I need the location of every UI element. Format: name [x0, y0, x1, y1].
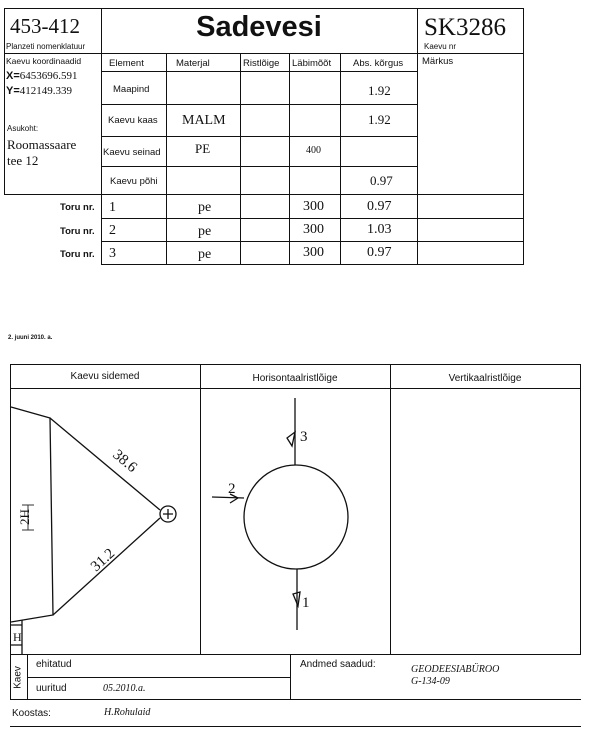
pipe-label: Toru nr. — [60, 249, 95, 260]
col-remarks: Märkus — [422, 56, 454, 67]
pipe-mark-3: 3 — [300, 429, 308, 445]
coord-y-label: Y= — [6, 85, 20, 97]
pipe-number: 2 — [109, 223, 116, 238]
coords-label: Kaevu koordinaadid — [6, 56, 82, 66]
col-elevation: Abs. kõrgus — [353, 58, 404, 69]
tie-distance-2: 31.2 — [87, 545, 119, 575]
col-material: Materjal — [176, 58, 210, 69]
row-elevation: 0.97 — [370, 173, 393, 188]
panel-title-connections: Kaevu sidemed — [70, 371, 140, 382]
sheet-number: 453-412 — [10, 14, 80, 38]
tie-distance-1: 38.6 — [109, 446, 140, 476]
row-element: Kaevu seinad — [103, 147, 161, 158]
surveyed-label: uuritud — [36, 683, 67, 694]
coord-y-value: 412149.339 — [19, 85, 73, 97]
pipe-diameter: 300 — [303, 245, 324, 260]
well-id: SK3286 — [424, 14, 506, 41]
source-label: Andmed saadud: — [300, 659, 376, 670]
pipe-label: Toru nr. — [60, 226, 95, 237]
row-diameter: 400 — [306, 145, 321, 156]
pipe-material: pe — [198, 200, 212, 215]
pipe-diameter: 300 — [303, 222, 324, 237]
coord-x-value: 6453696.591 — [19, 70, 78, 82]
row-material: MALM — [182, 113, 226, 128]
panel-title-vertical: Vertikaalristlõige — [448, 373, 522, 384]
pipe-material: pe — [198, 224, 212, 239]
sheet-caption: Planzeti nomenklatuur — [6, 42, 86, 51]
pipe-number: 3 — [109, 246, 116, 261]
coord-x-label: X= — [6, 70, 20, 82]
location-line1: Roomassaare — [7, 137, 77, 152]
col-diameter: Läbimõõt — [292, 58, 332, 69]
document-title: Sadevesi — [196, 11, 322, 43]
author-value: H.Rohulaid — [104, 707, 151, 718]
well-caption: Kaevu nr — [424, 42, 457, 51]
panel-title-horizontal: Horisontaalristlõige — [252, 373, 338, 384]
pipe-elevation: 0.97 — [367, 245, 392, 260]
col-section: Ristlõige — [243, 58, 280, 69]
mark-2h: 2H — [17, 509, 32, 525]
date-text: 2. juuni 2010. a. — [8, 335, 53, 341]
pipe-mark-1: 1 — [302, 595, 310, 611]
row-elevation: 1.92 — [368, 112, 391, 127]
pipe-diameter: 300 — [303, 199, 324, 214]
pipe-elevation: 0.97 — [367, 199, 392, 214]
surveyed-value: 05.2010.a. — [103, 683, 146, 694]
pipe-label: Toru nr. — [60, 202, 95, 213]
source-line2: G-134-09 — [411, 676, 450, 687]
row-element: Maapind — [113, 84, 150, 95]
location-line2: tee 12 — [7, 153, 39, 168]
col-element: Element — [109, 58, 144, 69]
pipe-number: 1 — [109, 200, 116, 215]
pipe-elevation: 1.03 — [367, 222, 392, 237]
row-material: PE — [195, 141, 211, 156]
pipe-mark-2: 2 — [228, 481, 236, 497]
pipe-material: pe — [198, 247, 212, 262]
side-label-well: Kaev — [12, 666, 24, 689]
built-label: ehitatud — [36, 659, 72, 670]
row-element: Kaevu kaas — [108, 115, 158, 126]
location-label: Asukoht: — [7, 124, 39, 133]
source-line1: GEODEESIABÜROO — [411, 664, 500, 675]
row-element: Kaevu põhi — [110, 176, 158, 187]
mark-h: H — [13, 630, 22, 644]
row-elevation: 1.92 — [368, 83, 391, 98]
author-label: Koostas: — [12, 708, 51, 719]
